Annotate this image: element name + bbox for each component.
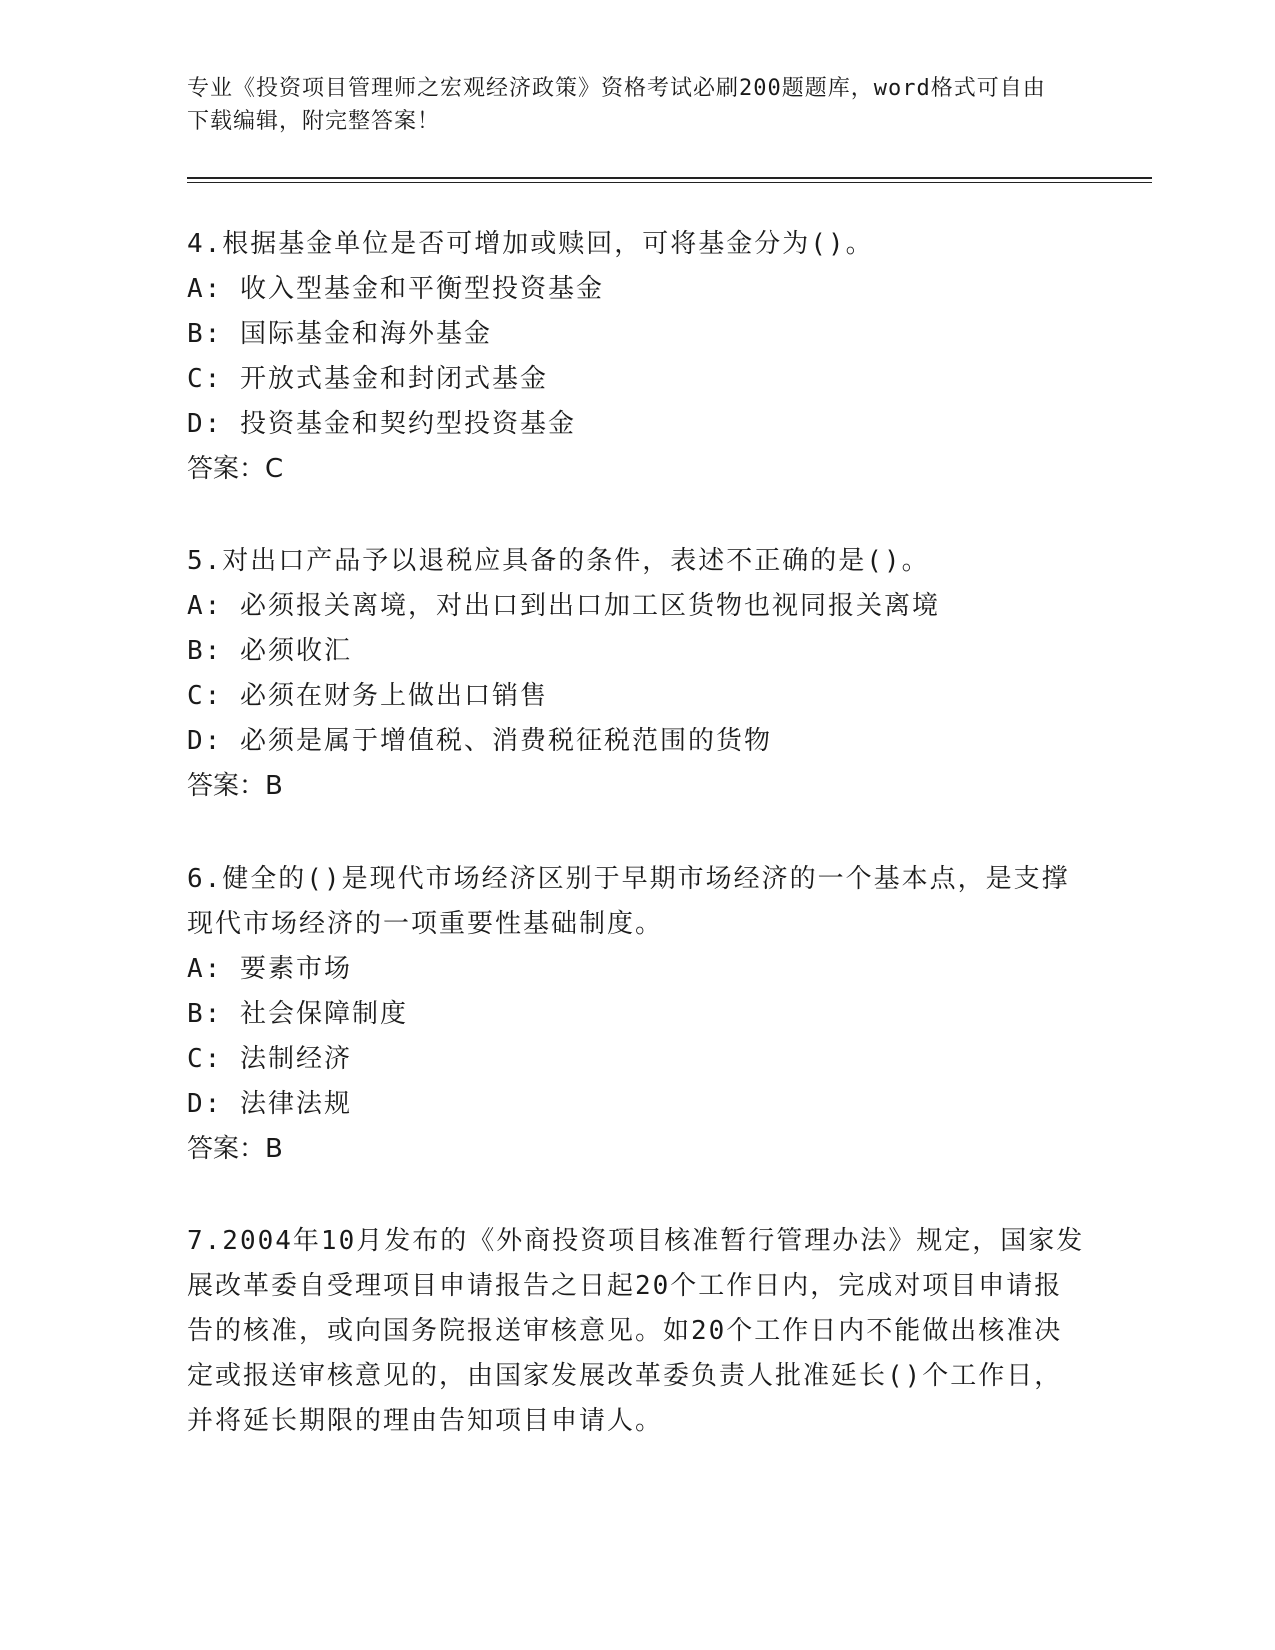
answer: 答案：B <box>187 1134 283 1164</box>
option-d: D: 法律法规 <box>187 1089 352 1119</box>
header-title: 专业《投资项目管理师之宏观经济政策》资格考试必刷200题题库，word格式可自由下载编辑，附完整答案！ <box>187 76 1046 134</box>
question-7 <box>187 1219 1087 1444</box>
question-6 <box>187 857 1087 1172</box>
option-c: C: 必须在财务上做出口销售 <box>187 681 548 711</box>
answer: 答案：B <box>187 771 283 801</box>
option-a: A: 必须报关离境，对出口到出口加工区货物也视同报关离境 <box>187 591 940 621</box>
option-a: A: 要素市场 <box>187 954 352 984</box>
option-b: B: 社会保障制度 <box>187 999 408 1029</box>
option-b: B: 国际基金和海外基金 <box>187 319 492 349</box>
option-c: C: 开放式基金和封闭式基金 <box>187 364 548 394</box>
question-text: 7.2004年10月发布的《外商投资项目核准暂行管理办法》规定，国家发展改革委自受理项目申请报告之日起20个工作日内，完成对项目申请报告的核准，或向国务院报送审核意见。如20个工作日内不能做出核准决定或报送审核意见的，由国家发展改革委负责人批准延长()个工作日，并将延长期限的理由告知项目申请人。 <box>187 1226 1085 1436</box>
option-b: B: 必须收汇 <box>187 636 352 666</box>
option-c: C: 法制经济 <box>187 1044 352 1074</box>
header-rule-thin <box>187 182 1152 183</box>
question-5 <box>187 539 1087 809</box>
question-text: 5.对出口产品予以退税应具备的条件，表述不正确的是()。 <box>187 546 930 576</box>
question-text: 4.根据基金单位是否可增加或赎回，可将基金分为()。 <box>187 229 874 259</box>
document-header <box>187 72 1067 138</box>
option-a: A: 收入型基金和平衡型投资基金 <box>187 274 604 304</box>
option-d: D: 必须是属于增值税、消费税征税范围的货物 <box>187 726 772 756</box>
question-4 <box>187 222 1087 492</box>
answer: 答案：C <box>187 454 284 484</box>
header-rule-thick <box>187 177 1152 179</box>
question-text: 6.健全的()是现代市场经济区别于早期市场经济的一个基本点，是支撑现代市场经济的一项重要性基础制度。 <box>187 864 1070 939</box>
option-d: D: 投资基金和契约型投资基金 <box>187 409 576 439</box>
